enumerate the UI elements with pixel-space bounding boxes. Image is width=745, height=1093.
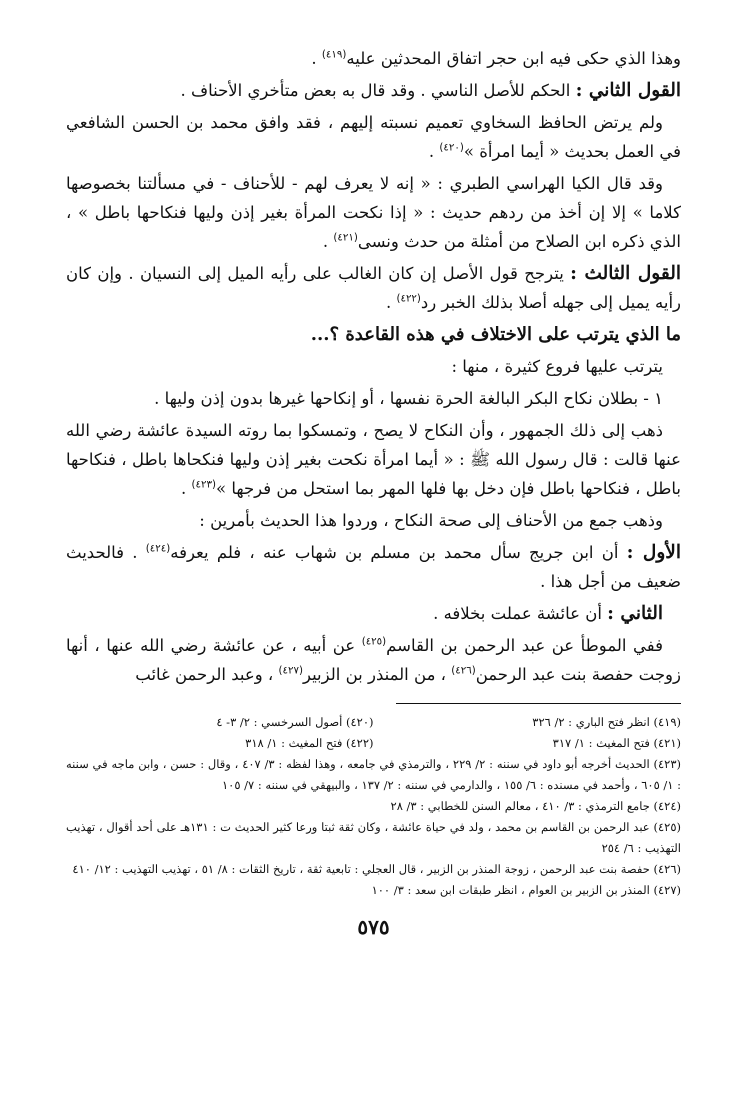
footnote-ref: (٤٢٧) [278,665,303,677]
text: أن ابن جريج سأل محمد بن مسلم بن شهاب عنه ، فلم يعرفه [170,543,627,562]
text: . [181,479,192,498]
text: ولم يرتض الحافظ السخاوي تعميم نسبته إليهم ، فقد وافق محمد بن الحسن الشافعي في العمل بحديث « أيما امرأة » [66,113,681,161]
text: ذهب إلى ذلك الجمهور ، وأن النكاح لا يصح ، وتمسكوا بما روته السيدة عائشة رضي الله عنها قالت : قال رسول الله ﷺ : « أيما امرأة نكحت بغير إذن وليها فنكحاها باطل ، فنكاحها باطل ، فنكاحها باطل فإن دخل بها فلها المهر بما استحل من فرجها » [66,421,681,498]
paragraph: يترتب عليها فروع كثيرة ، منها : [451,357,663,376]
paragraph: وذهب جمع من الأحناف إلى صحة النكاح ، وردوا هذا الحديث بأمرين : [199,511,663,530]
paragraph [66,631,681,689]
footnote-ref: (٤٢٦) [451,665,476,677]
footnotes [66,712,681,901]
paragraph: ١ - بطلان نكاح البكر البالغة الحرة نفسها ، أو إنكاحها غيرها بدون إذن وليها . [154,389,663,408]
footnote-422: (٤٢٢) فتح المغيث : ١/ ٣١٨ [245,736,374,750]
paragraph [66,108,681,166]
footnote-424: (٤٢٤) جامع الترمذي : ٣/ ٤١٠ ، معالم السنن للخطابي : ٣/ ٢٨ [390,799,681,813]
footnote-423: (٤٢٣) الحديث أخرجه أبو داود في سننه : ٢/ ٢٢٩ ، والترمذي في جامعه ، وهذا لفظه : ٣/ ٤٠٧ ، وقال : حسن ، وابن ماجه في سننه : ١/ ٦٠٥ ، وأحمد في مسنده : ٦/ ١٥٥ ، والدارمي في سننه : ٢/ ١٣٧ ، والبيهقي في سننه : ٧/ ١٠٥ [66,757,682,792]
page-number: ٥٧٥ [357,915,390,939]
section-label: القول الثالث : [570,263,681,284]
section-label: الثاني : [607,603,663,624]
section-label: الأول : [626,542,681,563]
text: أن عائشة عملت بخلافه . [433,604,608,623]
paragraph [66,76,681,105]
footnote-ref: (٤٢٥) [361,636,387,648]
paragraph [66,416,681,503]
paragraph [66,599,681,628]
footnote-ref: (٤٢٤) [145,543,171,555]
paragraph [66,169,681,256]
section-heading: ما الذي يترتب على الاختلاف في هذه القاعدة ؟... [310,324,681,345]
text: وقد قال الكيا الهراسي الطبري : « إنه لا يعرف لهم - للأحناف - في مسألتنا بخصوصها كلاما » إلا إن أخذ من ردهم حديث : « إذا نكحت المرأة بغير إذن وليها فنكاحها باطل » ، الذي ذكره ابن الصلاح من أمثلة من حدث ونسى [66,174,681,251]
footnote-ref: (٤١٩) [321,49,347,61]
footnote-row [66,733,681,754]
footnote-425: (٤٢٥) عبد الرحمن بن القاسم بن محمد ، ولد في حياة عائشة ، وكان ثقة ثبتا ورعا كثير الحديث ت : ١٣١هـ على أحد أقوال ، تهذيب التهذيب : ٦/ ٢٥٤ [66,820,681,855]
footnote-ref: (٤٢٢) [396,293,421,305]
footnote-row [66,712,681,733]
paragraph [66,538,681,596]
text: الحكم للأصل الناسي . وقد قال به بعض متأخري الأحناف . [180,81,576,100]
text: . فالحديث ضعيف من أجل هذا . [66,543,681,591]
text: عن أبيه ، عن عائشة رضي الله عنها ، أنها زوجت حفصة بنت عبد الرحمن [66,636,681,684]
footnote-421: (٤٢١) فتح المغيث : ١/ ٣١٧ [552,736,681,750]
footnote-ref: (٤٢٠) [439,142,464,154]
text: ففي الموطأ عن عبد الرحمن بن القاسم [386,636,663,655]
section-label: القول الثاني : [575,80,681,101]
text: ، من المنذر بن الزبير [302,665,452,684]
text: ، وعبد الرحمن غائب [135,665,279,684]
text: . [385,293,397,312]
text: . [322,232,334,251]
text: . [311,49,322,68]
text: يترجح قول الأصل إن كان الغالب على رأيه الميل إلى النسيان . وإن كان رأيه يميل إلى جهله أصلا بذلك الخبر رد [66,264,681,312]
paragraph [66,44,681,73]
text: . [428,142,440,161]
paragraph [66,259,681,317]
footnote-divider [396,703,681,704]
text: وهذا الذي حكى فيه ابن حجر اتفاق المحدثين عليه [346,49,681,68]
main-text [66,44,681,689]
footnote-419: (٤١٩) انظر فتح الباري : ٢/ ٣٢٦ [532,715,681,729]
footnote-420: (٤٢٠) أصول السرخسي : ٢/ ٣- ٤ [216,715,374,729]
footnote-426: (٤٢٦) حفصة بنت عبد الرحمن ، زوجة المنذر بن الزبير ، قال العجلي : تابعية ثقة ، تاريخ الثقات : ٨/ ٥١ ، تهذيب التهذيب : ١٢/ ٤١٠ [72,862,681,876]
footnote-ref: (٤٢١) [333,232,358,244]
footnote-ref: (٤٢٣) [191,479,216,491]
footnote-427: (٤٢٧) المنذر بن الزبير بن العوام ، انظر طبقات ابن سعد : ٣/ ١٠٠ [371,883,681,897]
